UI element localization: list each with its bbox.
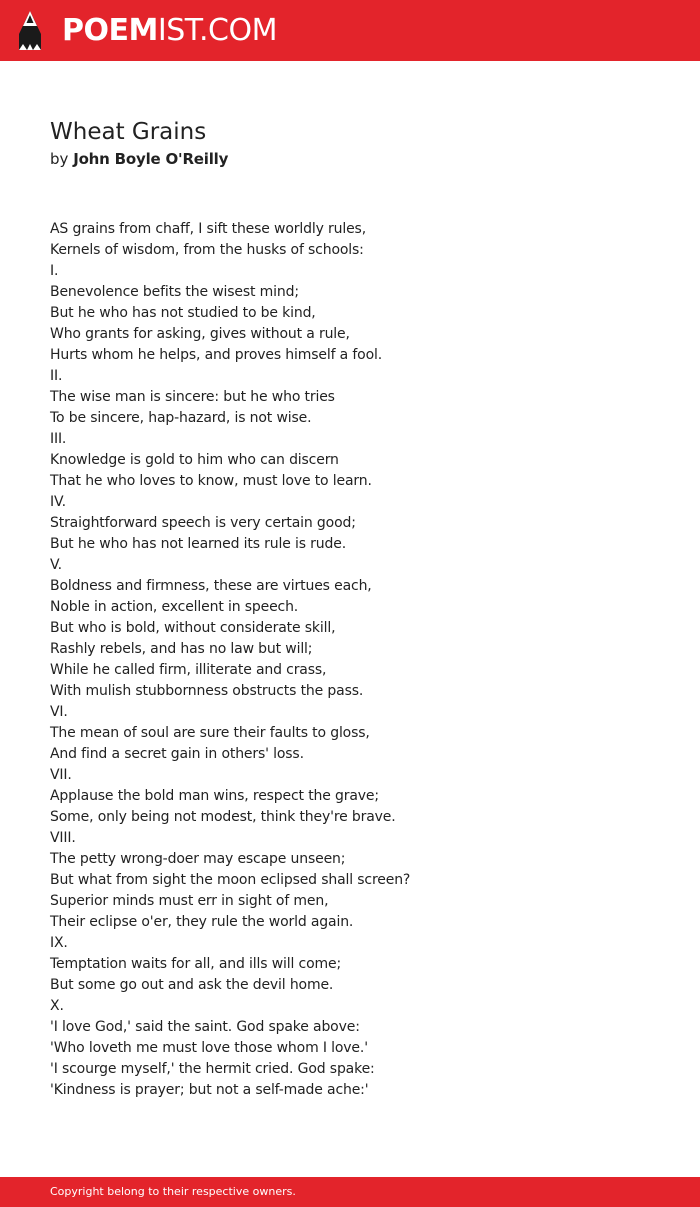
poem-line: Who grants for asking, gives without a rule, [50, 326, 350, 342]
poem-line: But what from sight the moon eclipsed shall screen? [50, 872, 411, 888]
poem-line: Benevolence befits the wisest mind; [50, 284, 299, 300]
poem-line: With mulish stubbornness obstructs the pass. [50, 683, 364, 699]
poem-line: Noble in action, excellent in speech. [50, 599, 299, 615]
poem-line: 'I scourge myself,' the hermit cried. God spake: [50, 1061, 375, 1077]
poem-line: VIII. [50, 830, 76, 846]
poem-line: I. [50, 263, 59, 279]
poem-line: The mean of soul are sure their faults to gloss, [50, 725, 370, 741]
poem-line: Rashly rebels, and has no law but will; [50, 641, 313, 657]
poem-byline [50, 149, 228, 169]
poem-line: VII. [50, 767, 72, 783]
poem-body [50, 219, 670, 1101]
poem-line: And find a secret gain in others' loss. [50, 746, 304, 762]
site-logo[interactable] [62, 12, 277, 50]
poem-line: But who is bold, without considerate skill, [50, 620, 336, 636]
poem-line: III. [50, 431, 67, 447]
by-label: by [50, 150, 69, 168]
poem-line: 'Kindness is prayer; but not a self-made ache:' [50, 1082, 369, 1098]
poem-title: Wheat Grains [50, 119, 207, 145]
poem-line: To be sincere, hap-hazard, is not wise. [50, 410, 312, 426]
poem-line: The wise man is sincere: but he who tries [50, 389, 335, 405]
copyright-text: Copyright belong to their respective owners. [50, 1185, 296, 1198]
author-link[interactable]: John Boyle O'Reilly [73, 150, 229, 168]
poem-line: 'I love God,' said the saint. God spake above: [50, 1019, 360, 1035]
poem-line: Straightforward speech is very certain good; [50, 515, 356, 531]
pen-nib-icon[interactable] [17, 10, 43, 52]
poem-line: But he who has not studied to be kind, [50, 305, 316, 321]
poem-line: X. [50, 998, 64, 1014]
poem-line: The petty wrong-doer may escape unseen; [50, 851, 346, 867]
poem-line: Superior minds must err in sight of men, [50, 893, 329, 909]
poem-line: Their eclipse o'er, they rule the world again. [50, 914, 354, 930]
poem-line: 'Who loveth me must love those whom I love.' [50, 1040, 368, 1056]
poem-line: That he who loves to know, must love to learn. [50, 473, 372, 489]
poem-line: VI. [50, 704, 68, 720]
poem-line: Boldness and firmness, these are virtues each, [50, 578, 372, 594]
site-header [0, 0, 700, 61]
poem-line: Applause the bold man wins, respect the grave; [50, 788, 379, 804]
poem-line: But he who has not learned its rule is rude. [50, 536, 346, 552]
logo-text-bold: POEM [62, 13, 158, 48]
poem-line: V. [50, 557, 62, 573]
poem-line: Knowledge is gold to him who can discern [50, 452, 339, 468]
site-footer [0, 1177, 700, 1207]
poem-line: Hurts whom he helps, and proves himself a fool. [50, 347, 383, 363]
poem-line: AS grains from chaff, I sift these worldly rules, [50, 221, 366, 237]
logo-text-light: IST.COM [157, 13, 277, 48]
poem-line: Temptation waits for all, and ills will come; [50, 956, 342, 972]
poem-line: IX. [50, 935, 68, 951]
poem-line: Kernels of wisdom, from the husks of schools: [50, 242, 364, 258]
poem-line: But some go out and ask the devil home. [50, 977, 334, 993]
poem-line: IV. [50, 494, 66, 510]
poem-line: Some, only being not modest, think they're brave. [50, 809, 396, 825]
poem-line: While he called firm, illiterate and crass, [50, 662, 327, 678]
poem-line: II. [50, 368, 63, 384]
